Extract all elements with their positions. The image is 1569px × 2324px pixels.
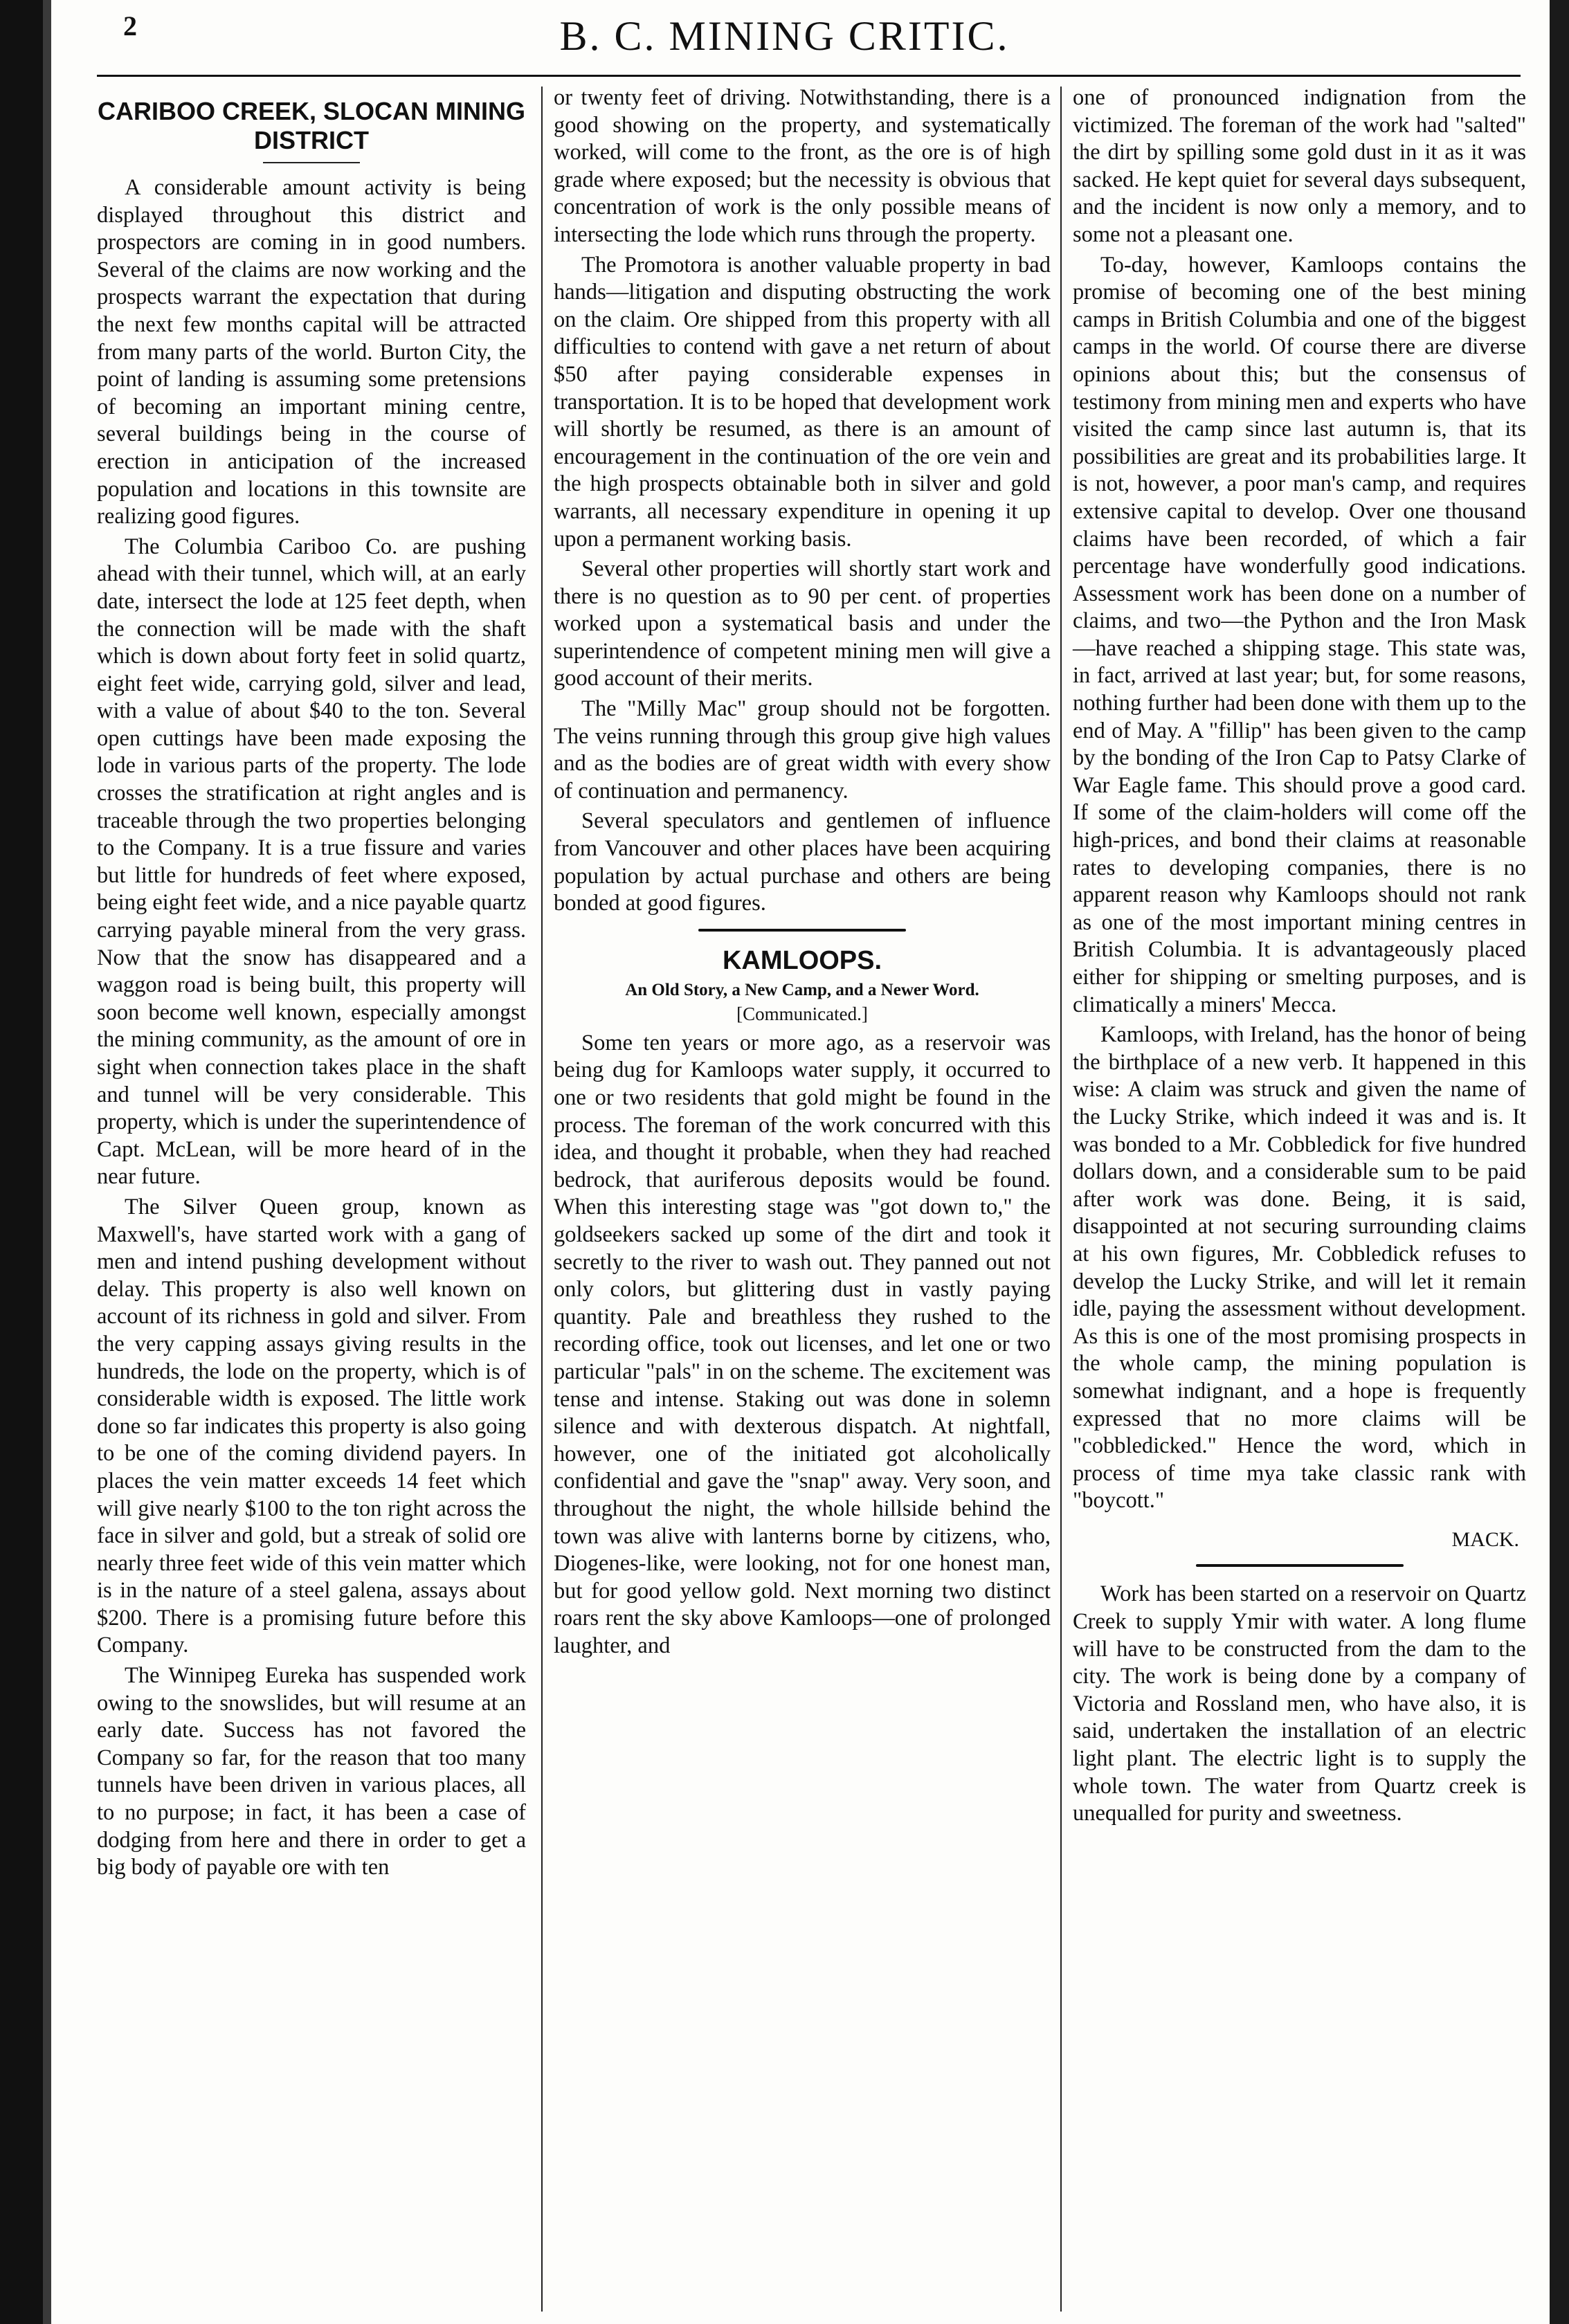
paragraph: Several speculators and gentlemen of influence from Vancouver and other places have been acquiring population by actual purchase and others are being bonded at good figures. xyxy=(554,808,1051,916)
communicated-note: [Communicated.] xyxy=(736,1003,868,1024)
paragraph: Kamloops, with Ireland, has the honor of being the birthplace of a new verb. It happened in this wise: A claim was struck and given the name of the Lucky Strike, which indeed it was and is. It was bonded to a Mr. Cobbledick for five hundred dollars down, and a considerable sum to be paid after work was done. Being, it is said, disappointed at not securing surrounding claims at his own figures, Mr. Cobbledick refuses to develop the Lucky Strike, and will let it remain idle, paying the assessment without development. As this is one of the most promising prospects in the whole camp, the mining population is somewhat indignant, and a hope is frequently expressed that no more claims will be "cobbledicked." Hence the word, which in process of time mya take classic rank with "boycott." xyxy=(1073,1022,1526,1514)
column-divider xyxy=(1060,87,1062,2312)
scan-edge-right xyxy=(1550,0,1569,2324)
paragraph: Some ten years or more ago, as a reservoir was being dug for Kamloops water supply, it occurred to one or two residents that gold might be found in the process. The foreman of the work concurred with this idea, and thought it probable, when they had reached bedrock, that auriferous deposits would be found. When this interesting stage was "got down to," the goldseekers sacked up some of the dirt and took it secretly to the river to wash out. They panned out not only colors, but glittering dust in vastly paying quantity. Pale and breathless they rushed to the recording office, took out licenses, and let one or two particular "pals" in on the scheme. The excitement was tense and intense. Staking out was done in solemn silence and with dexterous dispatch. At nightfall, however, one of the initiated got alcoholically confidential and gave the "snap" away. Very soon, and throughout the night, the whole hillside behind the town was alive with lanterns borne by citizens, who, Diogenes-like, were looking, not for one honest man, but for good yellow gold. Next morning two distinct roars rent the sky above Kamloops—one of prolonged laughter, and xyxy=(554,1030,1051,1658)
paragraph: one of pronounced indignation from the victimized. The foreman of the work had "salted" the dirt by spilling some gold dust in it as it was sacked. He kept quiet for several days subsequent, and the incident is now only a memory, and to some not a pleasant one. xyxy=(1073,85,1526,247)
section-rule xyxy=(698,929,906,932)
article-subheadline: An Old Story, a New Camp, and a Newer Word. xyxy=(625,980,979,999)
section-rule xyxy=(1196,1564,1404,1567)
scan-edge-shadow xyxy=(43,0,51,2324)
headline-rule xyxy=(263,162,360,163)
page-number: 2 xyxy=(123,10,137,42)
paragraph: Work has been started on a reservoir on Quartz Creek to supply Ymir with water. A long flume will have to be constructed from the dam to the city. The work is being done by a company of Victoria and Rossland men, who have also, it is said, undertaken the installation of an electric light plant. The electric light is to supply the whole town. The water from Quartz creek is unequalled for purity and sweetness. xyxy=(1073,1581,1526,1826)
article-headline: CARIBOO CREEK, SLOCAN MINING DISTRICT xyxy=(97,97,525,154)
column-3 xyxy=(1073,84,1526,1831)
paragraph: The Columbia Cariboo Co. are pushing ahead with their tunnel, which will, at an early date, intersect the lode at 125 feet depth, when the connection will be made with the shaft which is down about forty feet in solid quartz, eight feet wide, carrying gold, silver and lead, with a value of about $40 to the ton. Several open cuttings have been made exposing the lode in various parts of the property. The lode crosses the stratification at right angles and is traceable through the two properties belonging to the Company. It is a true fissure and varies but little for hundreds of feet where exposed, being eight feet wide, and a nice payable quartz carrying payable mineral from the very grass. Now that the snow has disappeared and a waggon road is being built, this property will soon become well known, especially amongst the mining community, as the amount of ore in sight when connection takes place in the shaft and tunnel will be very considerable. This property, which is under the superintendence of Capt. McLean, will be more heard of in the near future. xyxy=(97,534,526,1190)
paragraph: The Promotora is another valuable property in bad hands—litigation and disputing obstructing the work on the claim. Ore shipped from this property with all difficulties to contend with gave a net return of about $50 after paying considerable expenses in transportation. It is to be hoped that development work will shortly be resumed, as there is an amount of encouragement in the continuation of the ore vein and the high prospects obtainable both in silver and gold warrants, all necessary expenditure in opening it up upon a permanent working basis. xyxy=(554,252,1051,552)
paragraph: To-day, however, Kamloops contains the promise of becoming one of the best mining camps in British Columbia and one of the biggest camps in the world. Of course there are diverse opinions about this; but the consensus of testimony from mining men and experts who have visited the camp since last autumn is, that its possibilities are great and its probabilities large. It is not, however, a poor man's camp, and requires extensive capital to develop. Over one thousand claims have been recorded, of which a fair percentage have wonderfully good indications. Assessment work has been done on a number of claims, and two—the Python and the Iron Mask—have reached a shipping stage. This state was, in fact, arrived at last year; but, for some reasons, nothing further had been done with them up to the end of May. A "fillip" has been given to the camp by the bonding of the Iron Cap to Patsy Clarke of War Eagle fame. This should prove a good card. If some of the claim-holders will come off the high-prices, and bond their claims at reasonable rates to developing companies, there is no apparent reason why Kamloops should not rank as one of the most important mining centres in British Columbia. It is advantageously placed either for shipping or smelting purposes, and is climatically a miners' Mecca. xyxy=(1073,252,1526,1017)
paragraph: A considerable amount activity is being displayed throughout this district and prospectors are coming in in good numbers. Several of the claims are now working and the prospects warrant the expectation that during the next few months capital will be attracted from many parts of the world. Burton City, the point of landing is assuming some pretensions of becoming an important mining centre, several buildings being in the course of erection in anticipation of the increased population and locations in this townsite are realizing good figures. xyxy=(97,175,526,529)
paragraph: The "Milly Mac" group should not be forgotten. The veins running through this group give high values and as the bodies are of great width with every show of continuation and permanency. xyxy=(554,696,1051,804)
column-divider xyxy=(541,87,543,2312)
header-rule xyxy=(97,75,1521,77)
paragraph: The Winnipeg Eureka has suspended work owing to the snowslides, but will resume at an early date. Success has not favored the Company so far, for the reason that too many tunnels have been driven in various places, all to no purpose; in fact, it has been a case of dodging from here and there in order to get a big body of payable ore with ten xyxy=(97,1663,526,1880)
column-2 xyxy=(554,84,1051,1662)
paragraph: Several other properties will shortly start work and there is no question as to 90 per cent. of properties worked upon a systematical basis and under the superintendence of competent mining men will give a good account of their merits. xyxy=(554,556,1051,691)
paragraph: or twenty feet of driving. Notwithstanding, there is a good showing on the property, and systematically worked, will come to the front, as the ore is of high grade where exposed; but the necessity is obvious that concentration of work is the only possible means of intersecting the lode which runs through the property. xyxy=(554,85,1051,247)
paragraph: The Silver Queen group, known as Maxwell's, have started work with a gang of men and intend pushing development without delay. This property is also well known on account of its richness in gold and silver. From the very capping assays giving results in the hundreds, the lode on the property, which is of considerable width is exposed. The little work done so far indicates this property is also going to be one of the coming dividend payers. In places the vein matter exceeds 14 feet which will give nearly $100 to the ton right across the face in silver and gold, but a streak of solid ore nearly three feet wide of this vein matter which is in the nature of a steel galena, assays about $200. There is a promising future before this Company. xyxy=(97,1194,526,1658)
masthead-title: B. C. MINING CRITIC. xyxy=(559,13,1010,59)
scan-edge-left xyxy=(0,0,43,2324)
column-1 xyxy=(97,89,526,1885)
author-signature: MACK. xyxy=(1451,1527,1519,1551)
article-headline: KAMLOOPS. xyxy=(722,945,882,975)
